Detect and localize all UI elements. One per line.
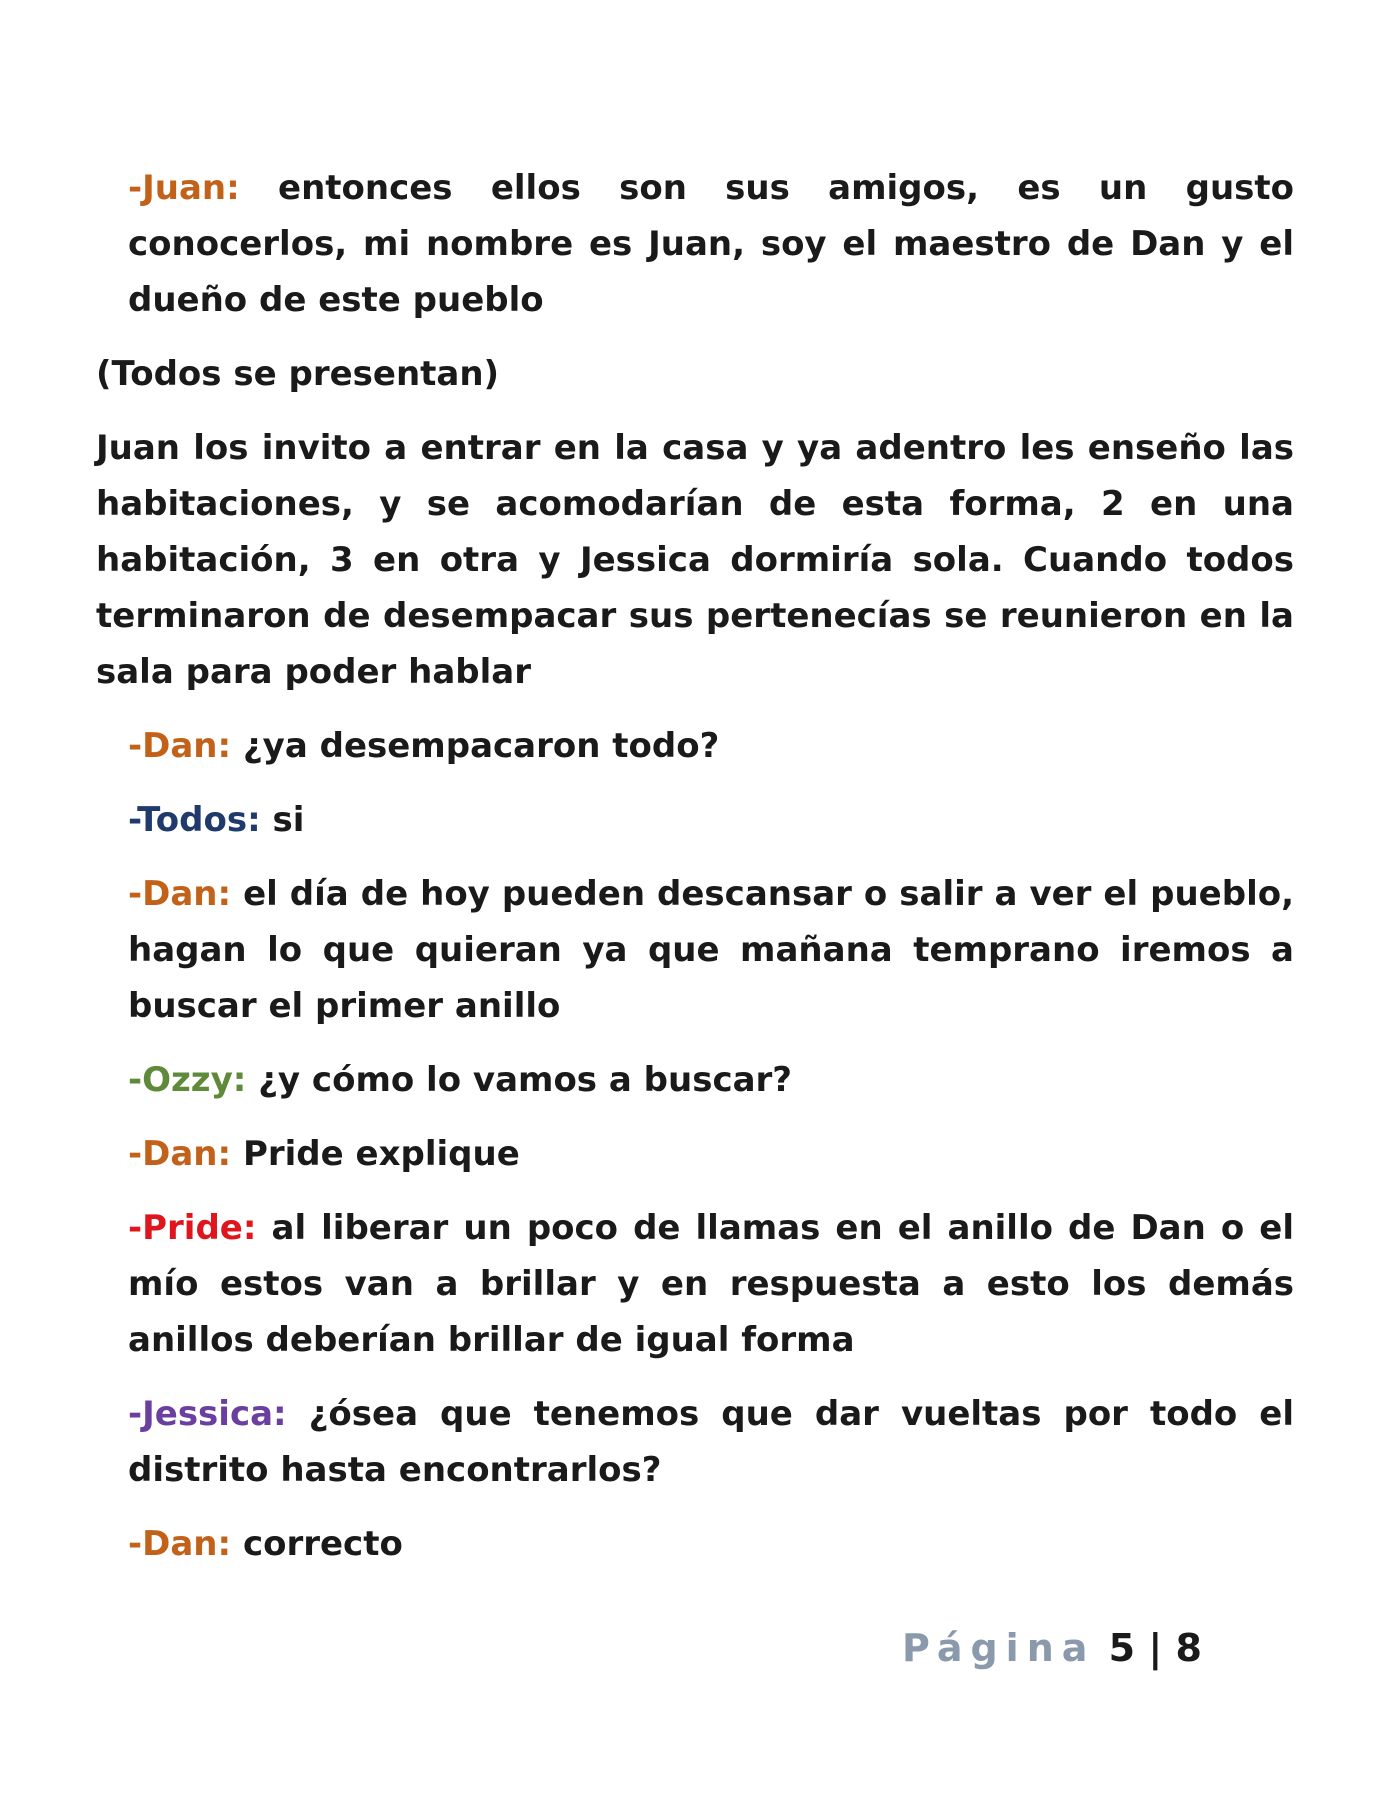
narration-paragraph: Juan los invito a entrar en la casa y ya adentro les enseño las habitaciones, y se acomodarían de esta forma, 2 en una habitación, 3 en otra y Jessica dormiría sola. Cuando todos terminaron de desempacar sus pertenecías se reunieron en la sala para poder hablar [96,428,1294,692]
dialogue-todos [128,792,1294,848]
speaker-ozzy: -Ozzy: [128,1060,247,1100]
dialogue-pride [128,1200,1294,1368]
page-separator: | [1148,1626,1163,1670]
dialogue-juan [128,160,1294,328]
speaker-pride: -Pride: [128,1208,257,1248]
dialogue-dan [128,718,1294,774]
dialogue-ozzy [128,1052,1294,1108]
dialogue-text: el día de hoy pueden descansar o salir a ver el pueblo, hagan lo que quieran ya que mañana temprano iremos a buscar el primer anillo [128,874,1295,1026]
dialogue-jessica [128,1386,1294,1498]
speaker-dan: -Dan: [128,1524,232,1564]
page-footer [902,1626,1202,1670]
speaker-dan: -Dan: [128,1134,232,1174]
speaker-todos: -Todos: [128,800,261,840]
dialogue-text: si [272,800,305,840]
document-body [96,160,1294,1590]
speaker-juan: -Juan: [128,168,240,208]
stage-direction: (Todos se presentan) [96,354,500,394]
speaker-jessica: -Jessica: [128,1394,287,1434]
page-label: Página [902,1626,1096,1670]
dialogue-dan [128,866,1294,1034]
speaker-dan: -Dan: [128,874,232,914]
dialogue-text: ¿ósea que tenemos que dar vueltas por todo el distrito hasta encontrarlos? [128,1394,1295,1490]
page-total: 8 [1175,1626,1202,1670]
dialogue-dan [128,1516,1294,1572]
dialogue-text: ¿y cómo lo vamos a buscar? [258,1060,793,1100]
dialogue-text: al liberar un poco de llamas en el anillo de Dan o el mío estos van a brillar y en respuesta a esto los demás anillos deberían brillar de igual forma [128,1208,1294,1360]
page-number: 5 [1108,1626,1136,1670]
dialogue-text: entonces ellos son sus amigos, es un gusto conocerlos, mi nombre es Juan, soy el maestro de Dan y el dueño de este pueblo [128,168,1294,320]
dialogue-text: ¿ya desempacaron todo? [242,726,720,766]
speaker-dan: -Dan: [128,726,232,766]
dialogue-text: correcto [242,1524,403,1564]
dialogue-dan [128,1126,1294,1182]
dialogue-text: Pride explique [242,1134,520,1174]
